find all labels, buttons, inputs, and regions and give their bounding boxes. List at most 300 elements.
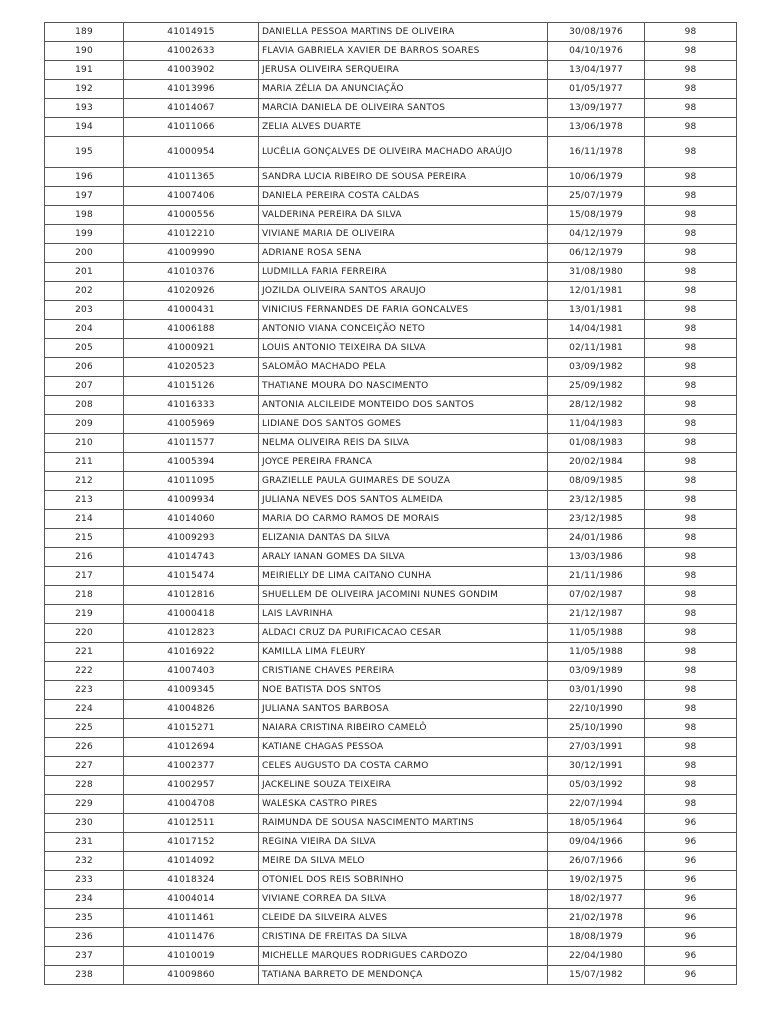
rank-cell: 208 — [45, 396, 124, 415]
score-cell: 98 — [645, 99, 737, 118]
registration-cell: 41014915 — [124, 23, 259, 42]
name-cell: SALOMÃO MACHADO PELA — [259, 358, 548, 377]
table-row — [45, 624, 737, 643]
results-table-body — [45, 23, 737, 985]
registration-cell: 41002633 — [124, 42, 259, 61]
table-row — [45, 776, 737, 795]
table-row — [45, 396, 737, 415]
table-row — [45, 282, 737, 301]
name-cell: LIDIANE DOS SANTOS GOMES — [259, 415, 548, 434]
table-row — [45, 434, 737, 453]
score-cell: 98 — [645, 567, 737, 586]
score-cell: 98 — [645, 453, 737, 472]
registration-cell: 41007406 — [124, 187, 259, 206]
score-cell: 98 — [645, 320, 737, 339]
table-row — [45, 548, 737, 567]
score-cell: 98 — [645, 61, 737, 80]
score-cell: 98 — [645, 491, 737, 510]
birth-date-cell: 02/11/1981 — [548, 339, 645, 358]
rank-cell: 201 — [45, 263, 124, 282]
birth-date-cell: 22/10/1990 — [548, 700, 645, 719]
registration-cell: 41009293 — [124, 529, 259, 548]
name-cell: DANIELLA PESSOA MARTINS DE OLIVEIRA — [259, 23, 548, 42]
score-cell: 98 — [645, 301, 737, 320]
rank-cell: 226 — [45, 738, 124, 757]
name-cell: JULIANA SANTOS BARBOSA — [259, 700, 548, 719]
score-cell: 98 — [645, 795, 737, 814]
score-cell: 96 — [645, 947, 737, 966]
name-cell: ANTONIO VIANA CONCEIÇÃO NETO — [259, 320, 548, 339]
rank-cell: 234 — [45, 890, 124, 909]
birth-date-cell: 22/07/1994 — [548, 795, 645, 814]
name-cell: CELES AUGUSTO DA COSTA CARMO — [259, 757, 548, 776]
name-cell: SHUELLEM DE OLIVEIRA JACOMINI NUNES GONDIM — [259, 586, 548, 605]
registration-cell: 41020523 — [124, 358, 259, 377]
score-cell: 98 — [645, 586, 737, 605]
rank-cell: 213 — [45, 491, 124, 510]
rank-cell: 236 — [45, 928, 124, 947]
table-row — [45, 244, 737, 263]
registration-cell: 41000954 — [124, 137, 259, 168]
birth-date-cell: 25/07/1979 — [548, 187, 645, 206]
birth-date-cell: 18/02/1977 — [548, 890, 645, 909]
score-cell: 98 — [645, 757, 737, 776]
name-cell: NOE BATISTA DOS SNTOS — [259, 681, 548, 700]
rank-cell: 203 — [45, 301, 124, 320]
score-cell: 98 — [645, 776, 737, 795]
rank-cell: 195 — [45, 137, 124, 168]
table-row — [45, 491, 737, 510]
name-cell: ELIZANIA DANTAS DA SILVA — [259, 529, 548, 548]
rank-cell: 207 — [45, 377, 124, 396]
rank-cell: 230 — [45, 814, 124, 833]
birth-date-cell: 18/08/1979 — [548, 928, 645, 947]
birth-date-cell: 13/09/1977 — [548, 99, 645, 118]
birth-date-cell: 20/02/1984 — [548, 453, 645, 472]
score-cell: 98 — [645, 510, 737, 529]
registration-cell: 41009345 — [124, 681, 259, 700]
birth-date-cell: 24/01/1986 — [548, 529, 645, 548]
table-row — [45, 586, 737, 605]
birth-date-cell: 16/11/1978 — [548, 137, 645, 168]
rank-cell: 210 — [45, 434, 124, 453]
birth-date-cell: 12/01/1981 — [548, 282, 645, 301]
registration-cell: 41012816 — [124, 586, 259, 605]
registration-cell: 41010376 — [124, 263, 259, 282]
score-cell: 98 — [645, 244, 737, 263]
birth-date-cell: 27/03/1991 — [548, 738, 645, 757]
score-cell: 98 — [645, 282, 737, 301]
rank-cell: 217 — [45, 567, 124, 586]
rank-cell: 231 — [45, 833, 124, 852]
name-cell: WALESKA CASTRO PIRES — [259, 795, 548, 814]
name-cell: FLAVIA GABRIELA XAVIER DE BARROS SOARES — [259, 42, 548, 61]
name-cell: ADRIANE ROSA SENA — [259, 244, 548, 263]
birth-date-cell: 21/02/1978 — [548, 909, 645, 928]
name-cell: ALDACI CRUZ DA PURIFICACAO CESAR — [259, 624, 548, 643]
rank-cell: 192 — [45, 80, 124, 99]
birth-date-cell: 14/04/1981 — [548, 320, 645, 339]
rank-cell: 235 — [45, 909, 124, 928]
registration-cell: 41014743 — [124, 548, 259, 567]
rank-cell: 204 — [45, 320, 124, 339]
birth-date-cell: 13/03/1986 — [548, 548, 645, 567]
rank-cell: 202 — [45, 282, 124, 301]
name-cell: KAMILLA LIMA FLEURY — [259, 643, 548, 662]
name-cell: ANTONIA ALCILEIDE MONTEIDO DOS SANTOS — [259, 396, 548, 415]
table-row — [45, 928, 737, 947]
birth-date-cell: 01/05/1977 — [548, 80, 645, 99]
registration-cell: 41013996 — [124, 80, 259, 99]
registration-cell: 41011365 — [124, 168, 259, 187]
name-cell: JOZILDA OLIVEIRA SANTOS ARAUJO — [259, 282, 548, 301]
registration-cell: 41004014 — [124, 890, 259, 909]
registration-cell: 41006188 — [124, 320, 259, 339]
score-cell: 96 — [645, 966, 737, 985]
name-cell: LUDMILLA FARIA FERREIRA — [259, 263, 548, 282]
table-row — [45, 187, 737, 206]
rank-cell: 238 — [45, 966, 124, 985]
birth-date-cell: 22/04/1980 — [548, 947, 645, 966]
table-row — [45, 42, 737, 61]
name-cell: MARIA ZÉLIA DA ANUNCIAÇÃO — [259, 80, 548, 99]
rank-cell: 225 — [45, 719, 124, 738]
rank-cell: 189 — [45, 23, 124, 42]
table-row — [45, 529, 737, 548]
birth-date-cell: 15/08/1979 — [548, 206, 645, 225]
registration-cell: 41010019 — [124, 947, 259, 966]
rank-cell: 220 — [45, 624, 124, 643]
rank-cell: 205 — [45, 339, 124, 358]
score-cell: 98 — [645, 168, 737, 187]
name-cell: THATIANE MOURA DO NASCIMENTO — [259, 377, 548, 396]
rank-cell: 218 — [45, 586, 124, 605]
rank-cell: 237 — [45, 947, 124, 966]
birth-date-cell: 11/05/1988 — [548, 624, 645, 643]
score-cell: 98 — [645, 415, 737, 434]
table-row — [45, 168, 737, 187]
table-row — [45, 339, 737, 358]
birth-date-cell: 13/06/1978 — [548, 118, 645, 137]
registration-cell: 41012511 — [124, 814, 259, 833]
birth-date-cell: 04/10/1976 — [548, 42, 645, 61]
score-cell: 98 — [645, 605, 737, 624]
score-cell: 96 — [645, 871, 737, 890]
score-cell: 98 — [645, 681, 737, 700]
birth-date-cell: 11/05/1988 — [548, 643, 645, 662]
birth-date-cell: 21/11/1986 — [548, 567, 645, 586]
table-row — [45, 700, 737, 719]
birth-date-cell: 21/12/1987 — [548, 605, 645, 624]
birth-date-cell: 15/07/1982 — [548, 966, 645, 985]
table-row — [45, 966, 737, 985]
registration-cell: 41011095 — [124, 472, 259, 491]
registration-cell: 41005394 — [124, 453, 259, 472]
name-cell: JACKELINE SOUZA TEIXEIRA — [259, 776, 548, 795]
rank-cell: 216 — [45, 548, 124, 567]
name-cell: RAIMUNDA DE SOUSA NASCIMENTO MARTINS — [259, 814, 548, 833]
birth-date-cell: 28/12/1982 — [548, 396, 645, 415]
registration-cell: 41011577 — [124, 434, 259, 453]
name-cell: VIVIANE CORREA DA SILVA — [259, 890, 548, 909]
table-row — [45, 947, 737, 966]
table-row — [45, 61, 737, 80]
rank-cell: 228 — [45, 776, 124, 795]
registration-cell: 41016333 — [124, 396, 259, 415]
table-row — [45, 814, 737, 833]
registration-cell: 41012823 — [124, 624, 259, 643]
name-cell: OTONIEL DOS REIS SOBRINHO — [259, 871, 548, 890]
name-cell: LOUIS ANTONIO TEIXEIRA DA SILVA — [259, 339, 548, 358]
name-cell: CRISTINA DE FREITAS DA SILVA — [259, 928, 548, 947]
table-row — [45, 118, 737, 137]
rank-cell: 219 — [45, 605, 124, 624]
rank-cell: 197 — [45, 187, 124, 206]
score-cell: 96 — [645, 814, 737, 833]
name-cell: JERUSA OLIVEIRA SERQUEIRA — [259, 61, 548, 80]
table-row — [45, 453, 737, 472]
name-cell: MARIA DO CARMO RAMOS DE MORAIS — [259, 510, 548, 529]
registration-cell: 41000418 — [124, 605, 259, 624]
score-cell: 98 — [645, 377, 737, 396]
registration-cell: 41015474 — [124, 567, 259, 586]
score-cell: 96 — [645, 890, 737, 909]
birth-date-cell: 04/12/1979 — [548, 225, 645, 244]
birth-date-cell: 19/02/1975 — [548, 871, 645, 890]
score-cell: 98 — [645, 396, 737, 415]
score-cell: 98 — [645, 118, 737, 137]
rank-cell: 233 — [45, 871, 124, 890]
name-cell: NAIARA CRISTINA RIBEIRO CAMELÔ — [259, 719, 548, 738]
score-cell: 98 — [645, 643, 737, 662]
birth-date-cell: 25/10/1990 — [548, 719, 645, 738]
score-cell: 98 — [645, 206, 737, 225]
table-row — [45, 377, 737, 396]
table-row — [45, 320, 737, 339]
table-row — [45, 681, 737, 700]
table-row — [45, 263, 737, 282]
rank-cell: 211 — [45, 453, 124, 472]
name-cell: MARCIA DANIELA DE OLIVEIRA SANTOS — [259, 99, 548, 118]
rank-cell: 206 — [45, 358, 124, 377]
name-cell: MEIRE DA SILVA MELO — [259, 852, 548, 871]
table-row — [45, 358, 737, 377]
table-row — [45, 605, 737, 624]
name-cell: VINICIUS FERNANDES DE FARIA GONCALVES — [259, 301, 548, 320]
birth-date-cell: 13/04/1977 — [548, 61, 645, 80]
table-row — [45, 795, 737, 814]
registration-cell: 41009934 — [124, 491, 259, 510]
birth-date-cell: 23/12/1985 — [548, 491, 645, 510]
score-cell: 98 — [645, 624, 737, 643]
results-table — [44, 22, 737, 985]
registration-cell: 41014060 — [124, 510, 259, 529]
rank-cell: 199 — [45, 225, 124, 244]
birth-date-cell: 25/09/1982 — [548, 377, 645, 396]
results-page — [44, 22, 736, 985]
table-row — [45, 738, 737, 757]
table-row — [45, 909, 737, 928]
table-row — [45, 510, 737, 529]
table-row — [45, 23, 737, 42]
registration-cell: 41015271 — [124, 719, 259, 738]
name-cell: DANIELA PEREIRA COSTA CALDAS — [259, 187, 548, 206]
birth-date-cell: 03/09/1982 — [548, 358, 645, 377]
score-cell: 98 — [645, 80, 737, 99]
table-row — [45, 833, 737, 852]
rank-cell: 224 — [45, 700, 124, 719]
rank-cell: 232 — [45, 852, 124, 871]
birth-date-cell: 05/03/1992 — [548, 776, 645, 795]
name-cell: LUCÉLIA GONÇALVES DE OLIVEIRA MACHADO ARAÚJO — [259, 137, 548, 168]
name-cell: MEIRIELLY DE LIMA CAITANO CUNHA — [259, 567, 548, 586]
birth-date-cell: 18/05/1964 — [548, 814, 645, 833]
birth-date-cell: 03/09/1989 — [548, 662, 645, 681]
birth-date-cell: 07/02/1987 — [548, 586, 645, 605]
rank-cell: 209 — [45, 415, 124, 434]
rank-cell: 200 — [45, 244, 124, 263]
table-row — [45, 852, 737, 871]
registration-cell: 41003902 — [124, 61, 259, 80]
registration-cell: 41014067 — [124, 99, 259, 118]
score-cell: 98 — [645, 42, 737, 61]
score-cell: 98 — [645, 472, 737, 491]
registration-cell: 41014092 — [124, 852, 259, 871]
rank-cell: 222 — [45, 662, 124, 681]
score-cell: 98 — [645, 529, 737, 548]
name-cell: NELMA OLIVEIRA REIS DA SILVA — [259, 434, 548, 453]
name-cell: CLEIDE DA SILVEIRA ALVES — [259, 909, 548, 928]
rank-cell: 229 — [45, 795, 124, 814]
score-cell: 98 — [645, 548, 737, 567]
score-cell: 98 — [645, 263, 737, 282]
score-cell: 98 — [645, 137, 737, 168]
birth-date-cell: 30/08/1976 — [548, 23, 645, 42]
birth-date-cell: 08/09/1985 — [548, 472, 645, 491]
rank-cell: 194 — [45, 118, 124, 137]
birth-date-cell: 30/12/1991 — [548, 757, 645, 776]
name-cell: ZELIA ALVES DUARTE — [259, 118, 548, 137]
rank-cell: 198 — [45, 206, 124, 225]
registration-cell: 41005969 — [124, 415, 259, 434]
rank-cell: 215 — [45, 529, 124, 548]
score-cell: 98 — [645, 662, 737, 681]
name-cell: JOYCE PEREIRA FRANCA — [259, 453, 548, 472]
birth-date-cell: 03/01/1990 — [548, 681, 645, 700]
registration-cell: 41011476 — [124, 928, 259, 947]
registration-cell: 41017152 — [124, 833, 259, 852]
birth-date-cell: 10/06/1979 — [548, 168, 645, 187]
registration-cell: 41007403 — [124, 662, 259, 681]
score-cell: 98 — [645, 738, 737, 757]
registration-cell: 41012210 — [124, 225, 259, 244]
birth-date-cell: 23/12/1985 — [548, 510, 645, 529]
rank-cell: 190 — [45, 42, 124, 61]
name-cell: VIVIANE MARIA DE OLIVEIRA — [259, 225, 548, 244]
table-row — [45, 567, 737, 586]
table-row — [45, 206, 737, 225]
name-cell: TATIANA BARRETO DE MENDONÇA — [259, 966, 548, 985]
registration-cell: 41016922 — [124, 643, 259, 662]
name-cell: CRISTIANE CHAVES PEREIRA — [259, 662, 548, 681]
birth-date-cell: 11/04/1983 — [548, 415, 645, 434]
rank-cell: 212 — [45, 472, 124, 491]
rank-cell: 223 — [45, 681, 124, 700]
birth-date-cell: 09/04/1966 — [548, 833, 645, 852]
score-cell: 96 — [645, 852, 737, 871]
registration-cell: 41009990 — [124, 244, 259, 263]
birth-date-cell: 31/08/1980 — [548, 263, 645, 282]
table-row — [45, 80, 737, 99]
score-cell: 96 — [645, 909, 737, 928]
table-row — [45, 719, 737, 738]
registration-cell: 41000921 — [124, 339, 259, 358]
table-row — [45, 472, 737, 491]
registration-cell: 41020926 — [124, 282, 259, 301]
name-cell: LAIS LAVRINHA — [259, 605, 548, 624]
registration-cell: 41002957 — [124, 776, 259, 795]
table-row — [45, 757, 737, 776]
birth-date-cell: 26/07/1966 — [548, 852, 645, 871]
score-cell: 98 — [645, 187, 737, 206]
table-row — [45, 99, 737, 118]
name-cell: REGINA VIEIRA DA SILVA — [259, 833, 548, 852]
rank-cell: 227 — [45, 757, 124, 776]
registration-cell: 41004708 — [124, 795, 259, 814]
registration-cell: 41002377 — [124, 757, 259, 776]
name-cell: SANDRA LUCIA RIBEIRO DE SOUSA PEREIRA — [259, 168, 548, 187]
registration-cell: 41018324 — [124, 871, 259, 890]
score-cell: 98 — [645, 225, 737, 244]
table-row — [45, 643, 737, 662]
registration-cell: 41015126 — [124, 377, 259, 396]
table-row — [45, 415, 737, 434]
score-cell: 96 — [645, 833, 737, 852]
score-cell: 98 — [645, 719, 737, 738]
rank-cell: 191 — [45, 61, 124, 80]
registration-cell: 41011066 — [124, 118, 259, 137]
score-cell: 98 — [645, 23, 737, 42]
registration-cell: 41009860 — [124, 966, 259, 985]
name-cell: MICHELLE MARQUES RODRIGUES CARDOZO — [259, 947, 548, 966]
rank-cell: 193 — [45, 99, 124, 118]
table-row — [45, 662, 737, 681]
name-cell: JULIANA NEVES DOS SANTOS ALMEIDA — [259, 491, 548, 510]
rank-cell: 214 — [45, 510, 124, 529]
name-cell: ARALY IANAN GOMES DA SILVA — [259, 548, 548, 567]
registration-cell: 41000556 — [124, 206, 259, 225]
birth-date-cell: 06/12/1979 — [548, 244, 645, 263]
table-row — [45, 871, 737, 890]
score-cell: 96 — [645, 928, 737, 947]
registration-cell: 41012694 — [124, 738, 259, 757]
table-row — [45, 890, 737, 909]
birth-date-cell: 13/01/1981 — [548, 301, 645, 320]
table-row — [45, 137, 737, 168]
name-cell: GRAZIELLE PAULA GUIMARES DE SOUZA — [259, 472, 548, 491]
table-row — [45, 301, 737, 320]
rank-cell: 196 — [45, 168, 124, 187]
score-cell: 98 — [645, 700, 737, 719]
name-cell: VALDERINA PEREIRA DA SILVA — [259, 206, 548, 225]
rank-cell: 221 — [45, 643, 124, 662]
registration-cell: 41004826 — [124, 700, 259, 719]
table-row — [45, 225, 737, 244]
registration-cell: 41000431 — [124, 301, 259, 320]
name-cell: KATIANE CHAGAS PESSOA — [259, 738, 548, 757]
score-cell: 98 — [645, 434, 737, 453]
score-cell: 98 — [645, 358, 737, 377]
